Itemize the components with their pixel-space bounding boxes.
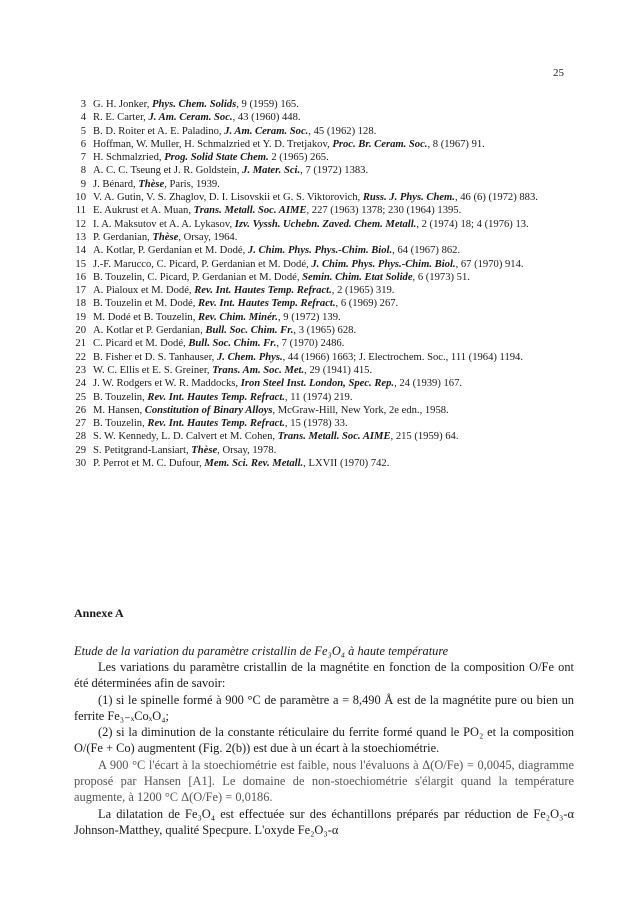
reference-number: 7: [80, 152, 86, 164]
reference-details: , 227 (1963) 1378; 230 (1964) 1395.: [306, 205, 462, 217]
reference-authors: P. Perrot et M. C. Dufour,: [93, 458, 205, 470]
reference-text: [93, 178, 572, 191]
reference-authors: I. A. Maksutov et A. A. Lykasov,: [93, 218, 235, 230]
reference-item: [72, 111, 572, 124]
reference-item: [72, 138, 572, 151]
reference-item: [72, 164, 572, 177]
annex-paragraph: (2) si la diminution de la constante réticulaire du ferrite formé quand le PO₂ et la composition O/(Fe + Co) augmentent (Fig. 2(b)) est due à un écart à la stoechiométrie.: [74, 725, 574, 756]
reference-details: , Orsay, 1978.: [217, 444, 277, 456]
reference-journal: Thèse: [191, 444, 218, 456]
reference-number: 30: [75, 458, 86, 470]
reference-details: , 7 (1970) 2486.: [276, 338, 345, 350]
reference-details: , 215 (1959) 64.: [390, 431, 459, 443]
reference-text: [93, 324, 572, 337]
reference-authors: B. Touzelin et M. Dodé,: [93, 298, 198, 310]
reference-text: [93, 111, 572, 124]
reference-number: 14: [75, 245, 86, 257]
reference-journal: Thèse: [138, 178, 165, 190]
annex-section: [74, 606, 574, 838]
reference-text: [93, 337, 572, 350]
reference-details: , 2 (1965) 319.: [331, 285, 395, 297]
reference-authors: C. Picard et M. Dodé,: [93, 338, 189, 350]
reference-number: 16: [75, 271, 86, 283]
reference-text: [93, 271, 572, 284]
reference-text: [93, 138, 572, 151]
reference-text: [93, 244, 572, 257]
reference-authors: J. W. Rodgers et W. R. Maddocks,: [93, 378, 241, 390]
reference-text: [93, 457, 572, 470]
reference-details: , 7 (1972) 1383.: [300, 165, 369, 177]
reference-journal: Prog. Solid State Chem.: [164, 152, 269, 164]
reference-number: 5: [80, 125, 86, 137]
reference-number: 27: [75, 418, 86, 430]
reference-text: [93, 98, 572, 111]
reference-text: [93, 284, 572, 297]
reference-item: [72, 191, 572, 204]
reference-journal: J. Chim. Phys. Phys.-Chim. Biol.: [311, 258, 456, 270]
reference-journal: Rev. Int. Hautes Temp. Refract.: [198, 298, 336, 310]
reference-item: [72, 231, 572, 244]
reference-item: [72, 391, 572, 404]
reference-authors: B. D. Roiter et A. E. Paladino,: [93, 125, 225, 137]
reference-authors: M. Dodé et B. Touzelin,: [93, 311, 198, 323]
reference-number: 15: [75, 258, 86, 270]
reference-text: [93, 364, 572, 377]
reference-number: 12: [75, 218, 86, 230]
reference-number: 19: [75, 311, 86, 323]
reference-details: , Paris, 1939.: [164, 178, 220, 190]
reference-number: 20: [75, 325, 86, 337]
reference-authors: P. Gerdanian,: [93, 231, 153, 243]
reference-item: [72, 151, 572, 164]
reference-text: [93, 417, 572, 430]
reference-text: [93, 297, 572, 310]
reference-number: 10: [75, 192, 86, 204]
reference-number: 24: [75, 378, 86, 390]
reference-details: , 6 (1973) 51.: [412, 271, 470, 283]
annex-title: Annexe A: [74, 606, 124, 620]
reference-text: [93, 151, 572, 164]
annex-paragraph: La dilatation de Fe₃O₄ est effectuée sur des échantillons préparés par réduction de Fe₂O₃-α Johnson-Matthey, qualité Specpure. L'oxyde Fe₂O₃-α: [74, 806, 574, 837]
reference-item: [72, 204, 572, 217]
annex-subtitle: Etude de la variation du paramètre cristallin de Fe₃O₄ à haute température: [74, 644, 449, 658]
reference-authors: E. Aukrust et A. Muan,: [93, 205, 194, 217]
reference-item: [72, 271, 572, 284]
reference-details: , 3 (1965) 628.: [293, 325, 357, 337]
reference-authors: J. Bénard,: [93, 178, 139, 190]
reference-journal: J. Am. Ceram. Soc.: [148, 112, 233, 124]
reference-details: , 43 (1960) 448.: [232, 112, 301, 124]
reference-item: [72, 125, 572, 138]
reference-details: , 64 (1967) 862.: [392, 245, 461, 257]
reference-journal: Mem. Sci. Rev. Metall.: [204, 458, 304, 470]
reference-details: , 24 (1939) 167.: [394, 378, 463, 390]
reference-journal: J. Am. Ceram. Soc.: [224, 125, 309, 137]
reference-authors: G. H. Jonker,: [93, 99, 153, 110]
reference-journal: Trans. Metall. Soc. AIME: [193, 205, 307, 217]
reference-details: , 67 (1970) 914.: [455, 258, 524, 270]
reference-journal: Rev. Int. Hautes Temp. Refract.: [194, 285, 332, 297]
reference-details: , LXVII (1970) 742.: [303, 458, 390, 470]
reference-authors: S. Petitgrand-Lansiart,: [93, 444, 192, 456]
reference-text: [93, 191, 572, 204]
reference-authors: B. Touzelin,: [93, 418, 148, 430]
reference-item: [72, 284, 572, 297]
reference-authors: R. E. Carter,: [93, 112, 149, 124]
reference-text: [93, 231, 572, 244]
reference-journal: Russ. J. Phys. Chem.: [362, 192, 455, 204]
reference-authors: A. C. C. Tseung et J. R. Goldstein,: [93, 165, 243, 177]
reference-journal: Iron Steel Inst. London, Spec. Rep.: [240, 378, 395, 390]
reference-item: [72, 351, 572, 364]
reference-authors: M. Hansen,: [93, 404, 145, 416]
annex-body: [74, 659, 574, 838]
annex-paragraph: (1) si le spinelle formé à 900 °C de paramètre a = 8,490 Å est de la magnétite pure ou bien un ferrite Fe₃₋ₓCoₓO₄;: [74, 692, 574, 723]
reference-item: [72, 218, 572, 231]
reference-journal: Constitution of Binary Alloys: [144, 404, 273, 416]
reference-number: 28: [75, 431, 86, 443]
reference-text: [93, 164, 572, 177]
reference-journal: Rev. Int. Hautes Temp. Refract.: [147, 391, 285, 403]
reference-details: , 2 (1974) 18; 4 (1976) 13.: [416, 218, 529, 230]
reference-authors: A. Kotlar, P. Gerdanian et M. Dodé,: [93, 245, 248, 257]
reference-journal: Rev. Chim. Minér.: [198, 311, 278, 323]
reference-details: , 29 (1941) 415.: [304, 364, 373, 376]
reference-text: [93, 430, 572, 443]
reference-authors: Hoffman, W. Muller, H. Schmalzried et Y. D. Tretjakov,: [93, 138, 333, 150]
reference-details: 2 (1965) 265.: [268, 152, 329, 164]
reference-details: , 9 (1972) 139.: [277, 311, 341, 323]
reference-number: 13: [75, 231, 86, 243]
reference-authors: S. W. Kennedy, L. D. Calvert et M. Cohen,: [93, 431, 278, 443]
reference-item: [72, 258, 572, 271]
reference-item: [72, 444, 572, 457]
reference-details: , 8 (1967) 91.: [427, 138, 485, 150]
reference-journal: Thèse: [152, 231, 179, 243]
reference-item: [72, 377, 572, 390]
reference-details: , 6 (1969) 267.: [335, 298, 399, 310]
reference-number: 18: [75, 298, 86, 310]
reference-text: [93, 311, 572, 324]
reference-number: 9: [80, 178, 86, 190]
reference-item: [72, 417, 572, 430]
reference-details: , Orsay, 1964.: [178, 231, 238, 243]
reference-journal: Phys. Chem. Solids: [152, 99, 237, 110]
reference-item: [72, 404, 572, 417]
reference-item: [72, 324, 572, 337]
reference-details: , 9 (1959) 165.: [236, 99, 299, 110]
reference-authors: A. Kotlar et P. Gerdanian,: [93, 325, 206, 337]
reference-list: [72, 98, 572, 470]
reference-details: , 45 (1962) 128.: [308, 125, 377, 137]
reference-journal: Semin. Chim. Etat Solide: [302, 271, 413, 283]
reference-journal: Bull. Soc. Chim. Fr.: [188, 338, 277, 350]
reference-text: [93, 404, 572, 417]
reference-details: , McGraw-Hill, New York, 2e edn., 1958.: [272, 404, 449, 416]
reference-journal: J. Mater. Sci.: [242, 165, 301, 177]
reference-details: , 11 (1974) 219.: [284, 391, 353, 403]
reference-details: , 44 (1966) 1663; J. Electrochem. Soc., 111 (1964) 1194.: [282, 351, 524, 363]
reference-item: [72, 98, 572, 111]
reference-text: [93, 218, 572, 231]
reference-authors: V. A. Gutin, V. S. Zhaglov, D. I. Lisovskii et G. S. Viktorovich,: [93, 192, 363, 204]
reference-item: [72, 364, 572, 377]
reference-journal: Izv. Vyssh. Uchebn. Zaved. Chem. Metall.: [234, 218, 417, 230]
reference-number: 22: [75, 351, 86, 363]
reference-number: 8: [80, 165, 86, 177]
reference-text: [93, 351, 572, 364]
reference-authors: B. Touzelin, C. Picard, P. Gerdanian et M. Dodé,: [93, 271, 303, 283]
reference-journal: J. Chim. Phys. Phys.-Chim. Biol.: [247, 245, 393, 257]
reference-number: 21: [75, 338, 86, 350]
reference-number: 6: [80, 138, 86, 150]
reference-number: 23: [75, 364, 86, 376]
reference-text: [93, 258, 572, 271]
reference-journal: Rev. Int. Hautes Temp. Refract.: [147, 418, 285, 430]
reference-journal: Bull. Soc. Chim. Fr.: [205, 325, 294, 337]
reference-details: , 46 (6) (1972) 883.: [454, 192, 538, 204]
reference-number: 17: [75, 285, 86, 297]
reference-journal: Proc. Br. Ceram. Soc.: [332, 138, 428, 150]
reference-authors: J.-F. Marucco, C. Picard, P. Gerdanian et M. Dodé,: [93, 258, 312, 270]
reference-item: [72, 297, 572, 310]
reference-text: [93, 204, 572, 217]
reference-authors: W. C. Ellis et E. S. Greiner,: [93, 364, 213, 376]
reference-text: [93, 377, 572, 390]
reference-text: [93, 125, 572, 138]
reference-item: [72, 178, 572, 191]
reference-authors: B. Fisher et D. S. Tanhauser,: [93, 351, 217, 363]
reference-journal: J. Chem. Phys.: [216, 351, 283, 363]
reference-number: 11: [75, 205, 86, 217]
reference-journal: Trans. Am. Soc. Met.: [212, 364, 305, 376]
reference-number: 29: [75, 444, 86, 456]
reference-item: [72, 244, 572, 257]
annex-paragraph: A 900 °C l'écart à la stoechiométrie est faible, nous l'évaluons à Δ(O/Fe) = 0,0045, diagramme proposé par Hansen [A1]. Le domaine de non-stoechiométrie s'élargit quand la température augmente, à 1200 °C Δ(O/Fe) = 0,0186.: [74, 757, 574, 805]
reference-number: 4: [80, 112, 86, 124]
reference-authors: H. Schmalzried,: [93, 152, 165, 164]
reference-number: 25: [75, 391, 86, 403]
reference-number: 26: [75, 404, 86, 416]
reference-item: [72, 457, 572, 470]
annex-paragraph: Les variations du paramètre cristallin de la magnétite en fonction de la composition O/Fe ont été déterminées afin de savoir:: [74, 660, 574, 691]
page-number: 25: [553, 67, 564, 79]
reference-item: [72, 337, 572, 350]
reference-item: [72, 311, 572, 324]
reference-text: [93, 391, 572, 404]
reference-number: 3: [80, 99, 86, 110]
reference-journal: Trans. Metall. Soc. AIME: [277, 431, 391, 443]
reference-details: , 15 (1978) 33.: [284, 418, 348, 430]
reference-authors: A. Pialoux et M. Dodé,: [93, 285, 195, 297]
reference-text: [93, 444, 572, 457]
reference-item: [72, 430, 572, 443]
reference-authors: B. Touzelin,: [93, 391, 148, 403]
